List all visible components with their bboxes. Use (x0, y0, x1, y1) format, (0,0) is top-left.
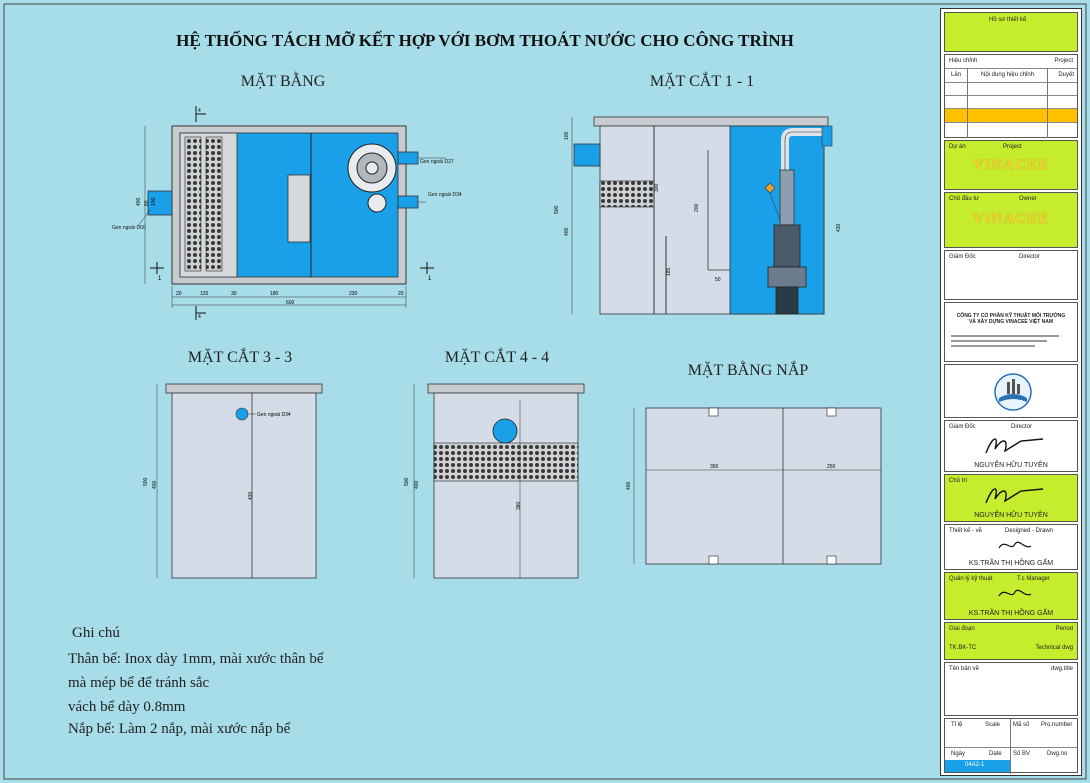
notes-line-2: mà mép bể để tránh sắc (68, 675, 210, 691)
section-3-3-label: MẶT CẮT 3 - 3 (187, 349, 293, 366)
plan-dim-400: 400 (136, 197, 142, 206)
tb-owner-vi: Chủ đầu tư (949, 196, 980, 202)
tb-projno-en: Pro.number (1041, 722, 1073, 728)
tb-designer-en: Designed - Drawn (1005, 528, 1054, 534)
s33-dim-500: 500 (143, 477, 149, 486)
tb-lead-vi: Chủ trì (949, 478, 968, 484)
lid-dim-350: 350 (710, 464, 719, 470)
plan-dim-30: 30 (231, 291, 237, 297)
notes-line-1: Thân bể: Inox dày 1mm, mài xước thân bể (68, 651, 324, 667)
tb-stage-code: TK.BK-TC (949, 645, 977, 651)
lid-plan-view (626, 360, 881, 564)
tb-director2-vi: Giám Đốc (949, 424, 976, 430)
s11-dim-185: 185 (666, 267, 672, 276)
tb-footer (944, 718, 1078, 773)
tb-drawing-name (944, 662, 1078, 716)
tb-revision-table (944, 54, 1078, 138)
plan-mark-1-right: 1 (428, 276, 432, 282)
tb-director-vi: Giám Đốc (949, 254, 976, 260)
callout-gen-d60: Gen ngoài D60 (112, 225, 146, 231)
tb-revision-label: Hiệu chỉnh (949, 58, 978, 64)
tb-logo (944, 364, 1078, 418)
tb-manager-en: T.c Manager (1017, 576, 1051, 582)
company-logo-icon (993, 372, 1033, 412)
notes-line-3: vách bể dày 0.8mm (68, 699, 186, 715)
plan-dim-600: 600 (286, 300, 295, 306)
tb-owner-brand: VINACEE (972, 211, 1050, 227)
tb-scale-vi: Tỉ lệ (951, 722, 963, 728)
plan-mark-4-top: 4 (198, 108, 201, 114)
title-block (940, 8, 1082, 776)
section-1-1-view (554, 71, 842, 314)
tb-owner-en: Owner (1019, 196, 1037, 202)
plan-dim-230: 230 (349, 291, 358, 297)
plan-dim-20a: 20 (176, 291, 182, 297)
tb-rev-no-header: Lần (951, 72, 962, 78)
plan-dim-180: 180 (270, 291, 279, 297)
lead-signature-icon (981, 483, 1051, 507)
tb-owner (944, 192, 1078, 248)
plan-dim-20b: 20 (398, 291, 404, 297)
tb-scale-en: Scale (985, 722, 1001, 728)
plan-dim-100: 100 (151, 197, 157, 206)
tb-design-profile-label: Hồ sơ thiết kế (989, 17, 1027, 23)
callout-gen-d27: Gen ngoài D27 (420, 159, 454, 165)
drawing-title: HỆ THỐNG TÁCH MỠ KẾT HỢP VỚI BƠM THOÁT NƯỚC CHO CÔNG TRÌNH (176, 31, 794, 50)
s11-dim-430: 430 (836, 223, 842, 232)
tb-director-sign (944, 420, 1078, 472)
tb-stage (944, 622, 1078, 660)
s11-dim-200: 200 (694, 203, 700, 212)
s44-dim-500: 500 (404, 477, 410, 486)
tb-rev-content-header: Nội dung hiệu chỉnh (981, 72, 1035, 78)
tb-approved-header: Duyệt (1058, 72, 1074, 78)
designer-signature-icon (995, 538, 1035, 554)
tb-director (944, 250, 1078, 300)
notes-heading: Ghi chú (72, 625, 120, 641)
plan-view (112, 71, 462, 320)
lid-plan-label: MẶT BẰNG NẮP (687, 362, 809, 379)
plan-mark-4-bottom: 4 (198, 314, 201, 320)
notes-line-4: Nắp bể: Làm 2 nắp, mài xước nắp bể (68, 721, 291, 737)
plan-dim-120: 120 (200, 291, 209, 297)
tb-project-en: Project (1003, 144, 1022, 150)
s11-dim-400: 400 (564, 227, 570, 236)
tb-stage-en: Period (1055, 626, 1073, 632)
tb-director2-en: Director (1011, 424, 1033, 430)
tb-date-vi: Ngày (951, 751, 966, 757)
tb-design-profile (944, 12, 1078, 52)
s44-dim-400: 400 (414, 480, 420, 489)
tb-project-brand: VINACEE (972, 157, 1050, 173)
s11-dim-500: 500 (554, 205, 560, 214)
tb-manager-vi: Quản lý kỹ thuật (949, 576, 993, 582)
manager-signature-icon (995, 586, 1035, 602)
tb-lead-name: NGUYỄN HỮU TUYÊN (974, 512, 1048, 519)
s33-dim-430: 430 (248, 491, 254, 500)
tb-director-name: NGUYỄN HỮU TUYÊN (974, 462, 1048, 469)
tb-designer-name: KS.TRẦN THỊ HỒNG GẤM (968, 560, 1054, 567)
tb-company (944, 302, 1078, 362)
tb-company-name: CÔNG TY CỔ PHẦN KỸ THUẬT MÔI TRƯỜNG VÀ XÂY DỰNG VINACEE VIỆT NAM (956, 313, 1066, 325)
s44-dim-380: 380 (516, 501, 522, 510)
tb-drawing-name-vi: Tên bản vẽ (949, 666, 980, 672)
tb-revision-project-label: Project (1054, 58, 1073, 64)
section-4-4-label: MẶT CẮT 4 - 4 (444, 349, 550, 366)
tb-project-vi: Dự án (949, 144, 966, 150)
plan-view-label: MẶT BẰNG (240, 73, 326, 90)
callout-gen-d34: Gen ngoài D34 (428, 192, 462, 198)
section-1-1-label: MẶT CẮT 1 - 1 (649, 73, 755, 90)
section-3-3-view (143, 347, 322, 578)
s33-dim-400: 400 (152, 480, 158, 489)
tb-stage-desc: Technical dwg (1035, 645, 1073, 651)
tb-lead (944, 474, 1078, 522)
s11-dim-50: 50 (715, 277, 721, 283)
lid-dim-250: 250 (827, 464, 836, 470)
tb-dwgno-en: Dwg.no (1047, 751, 1068, 757)
s11-dim-100: 100 (564, 131, 570, 140)
tb-project (944, 140, 1078, 190)
tb-sheet-number: 04A2-1 (965, 762, 985, 768)
lid-dim-400: 400 (626, 481, 632, 490)
tb-dwgno-vi: Số BV (1013, 751, 1031, 757)
tb-manager-name: KS.TRẦN THỊ HỒNG GẤM (968, 610, 1054, 617)
tb-company-address-lines (951, 335, 1071, 347)
tb-manager (944, 572, 1078, 620)
tb-director-en: Director (1019, 254, 1041, 260)
s33-callout-d34: Gen ngoài D34 (257, 412, 291, 418)
section-4-4-view (404, 347, 584, 578)
plan-mark-1-left: 1 (158, 276, 162, 282)
director-signature-icon (981, 433, 1051, 457)
tb-designer-vi: Thiết kế - vẽ (949, 528, 983, 534)
notes (68, 625, 324, 737)
s11-dim-300: 300 (654, 183, 660, 192)
tb-date-en: Date (989, 751, 1002, 757)
tb-projno-vi: Mã số (1013, 722, 1030, 728)
tb-designer (944, 524, 1078, 570)
tb-drawing-name-en: dwg.title (1050, 666, 1073, 672)
tb-stage-vi: Giai đoạn (949, 626, 975, 632)
plan-dim-60: 60 (144, 200, 150, 206)
